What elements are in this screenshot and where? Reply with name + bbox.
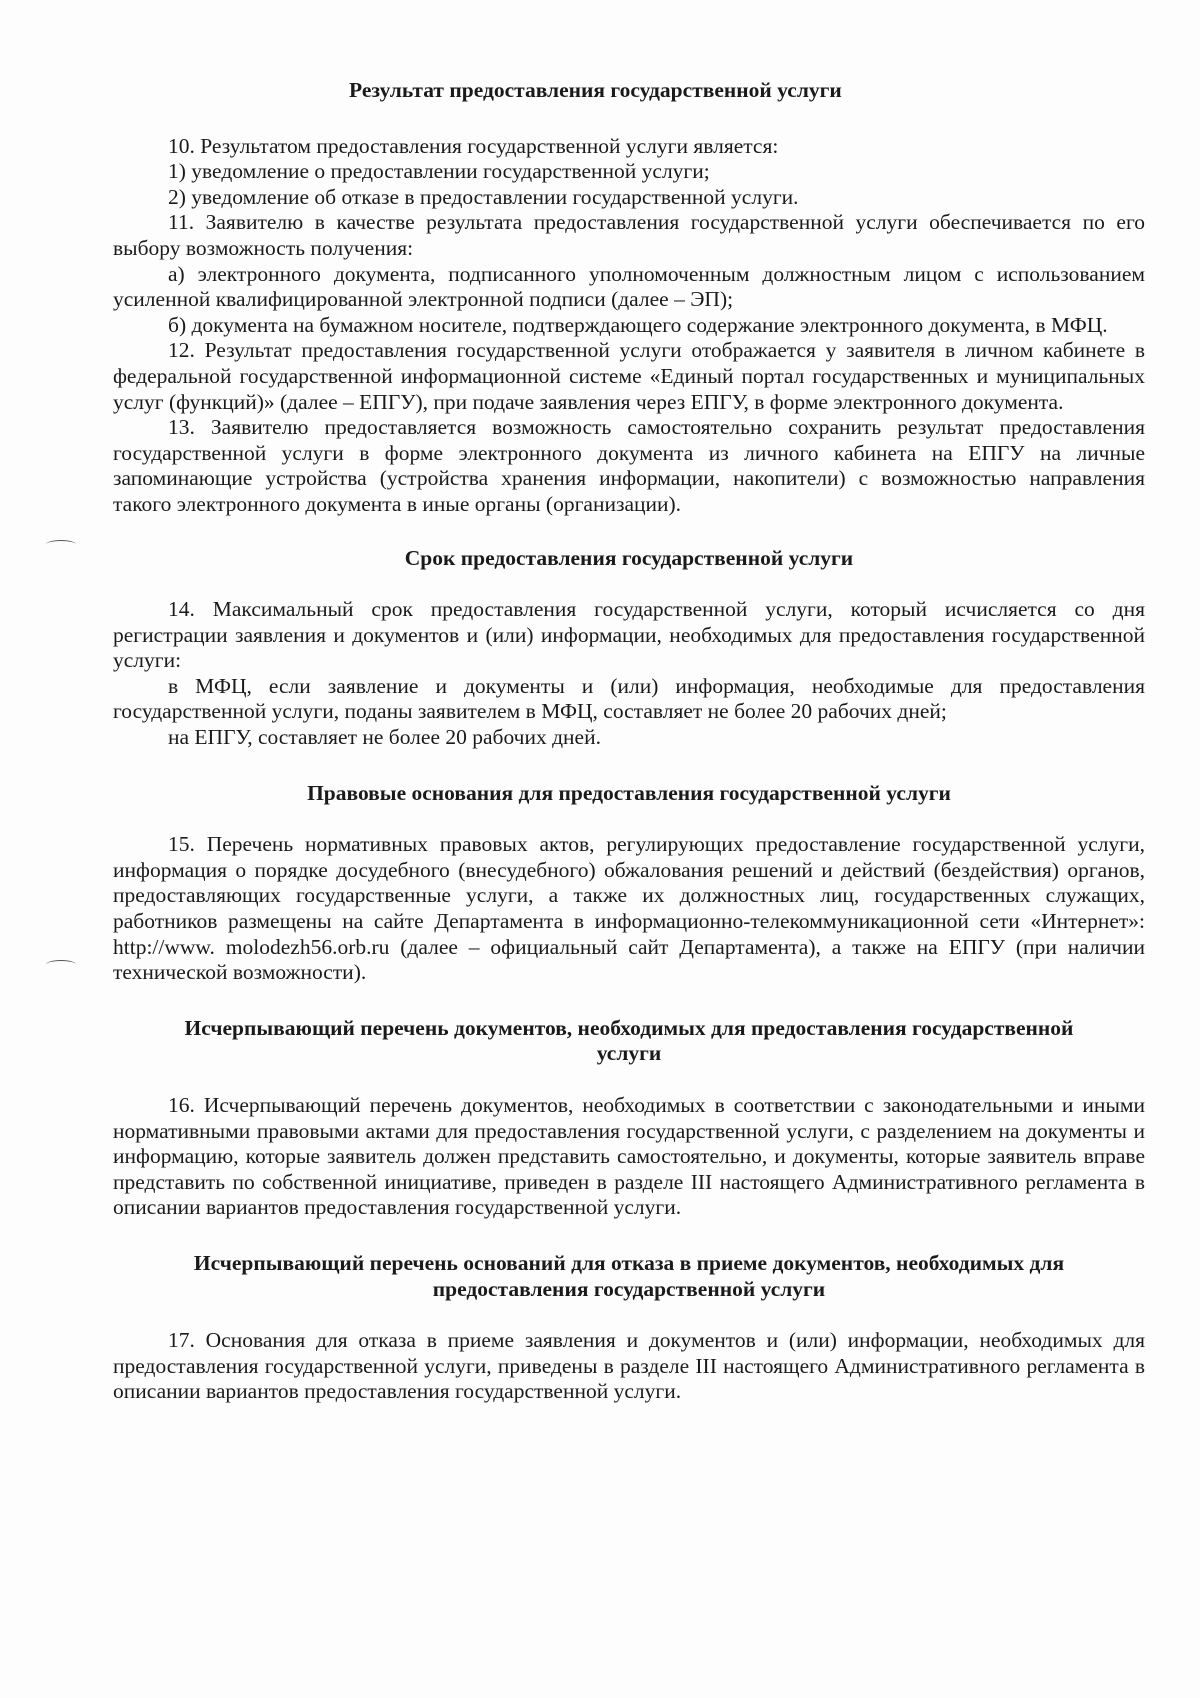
document-body (113, 70, 1145, 1405)
paragraph: 14. Максимальный срок предоставления государственной услуги, который исчисляется со дня регистрации заявления и документов и (или) информации, необходимых для предоставления государственной услуги: (113, 597, 1145, 673)
paragraph: 15. Перечень нормативных правовых актов, регулирующих предоставление государственной услуги, информация о порядке досудебного (внесудебного) обжалования решений и действий (бездействия) органов, предоставляющих государственные услуги, а также их должностных лиц, государственных служащих, работников размещены на сайте Департамента в информационно-телекоммуникационной сети «Интернет»: http://www. molodezh56.orb.ru (далее – официальный сайт Департамента), а также на ЕПГУ (при наличии технической возможности). (113, 832, 1145, 985)
section-refusal-grounds (113, 1251, 1145, 1405)
paragraph: 16. Исчерпывающий перечень документов, необходимых в соответствии с законодательными и иными нормативными правовыми актами для предоставления государственной услуги, с разделением на документы и информацию, которые заявитель должен представить самостоятельно, и документы, которые заявитель вправе представить по собственной инициативе, приведен в разделе III настоящего Административного регламента в описании вариантов предоставления государственной услуги. (113, 1093, 1145, 1220)
paragraph: 12. Результат предоставления государственной услуги отображается у заявителя в личном кабинете в федеральной государственной информационной системе «Единый портал государственных и муниципальных услуг (функций)» (далее – ЕПГУ), при подаче заявления через ЕПГУ, в форме электронного документа. (113, 338, 1145, 414)
punch-hole-mark-bottom (46, 960, 76, 969)
paragraph: 10. Результатом предоставления государственной услуги является: (168, 133, 779, 158)
paragraph: 2) уведомление об отказе в предоставлении государственной услуги. (168, 184, 799, 209)
section-heading: Результат предоставления государственной услуги (349, 78, 842, 102)
section-heading: Исчерпывающий перечень документов, необходимых для предоставления государственной услуги (184, 1015, 1074, 1066)
paragraph: 11. Заявителю в качестве результата предоставления государственной услуги обеспечивается по его выбору возможность получения: (113, 210, 1145, 260)
paragraph: б) документа на бумажном носителе, подтверждающего содержание электронного документа, в МФЦ. (168, 312, 1108, 337)
paragraph: в МФЦ, если заявление и документы и (или) информация, необходимые для предоставления государственной услуги, поданы заявителем в МФЦ, составляет не более 20 рабочих дней; (113, 673, 1145, 724)
section-heading: Правовые основания для предоставления государственной услуги (307, 780, 951, 805)
section-result (113, 78, 1145, 518)
paragraph: а) электронного документа, подписанного уполномоченным должностным лицом с использованием усиленной квалифицированной электронной подписи (далее – ЭП); (113, 261, 1145, 312)
paragraph: 13. Заявителю предоставляется возможность самостоятельно сохранить результат предоставления государственной услуги в форме электронного документа из личного кабинета на ЕПГУ на личные запоминающие устройства (устройства хранения информации, накопители) с возможностью направления такого электронного документа в иные органы (организации). (113, 415, 1145, 516)
section-legal-basis (113, 781, 1145, 986)
paragraph: на ЕПГУ, составляет не более 20 рабочих дней. (168, 725, 601, 750)
section-heading: Срок предоставления государственной услуги (404, 545, 854, 570)
section-heading: Исчерпывающий перечень оснований для отказа в приеме документов, необходимых для предоставления государственной услуги (193, 1250, 1065, 1301)
paragraph: 1) уведомление о предоставлении государственной услуги; (168, 159, 710, 184)
section-term (113, 546, 1145, 751)
punch-hole-mark-top (46, 540, 76, 549)
paragraph: 17. Основания для отказа в приеме заявления и документов и (или) информации, необходимых для предоставления государственной услуги, приведены в разделе III настоящего Административного регламента в описании вариантов предоставления государственной услуги. (113, 1328, 1145, 1404)
section-documents-list (113, 1016, 1145, 1221)
